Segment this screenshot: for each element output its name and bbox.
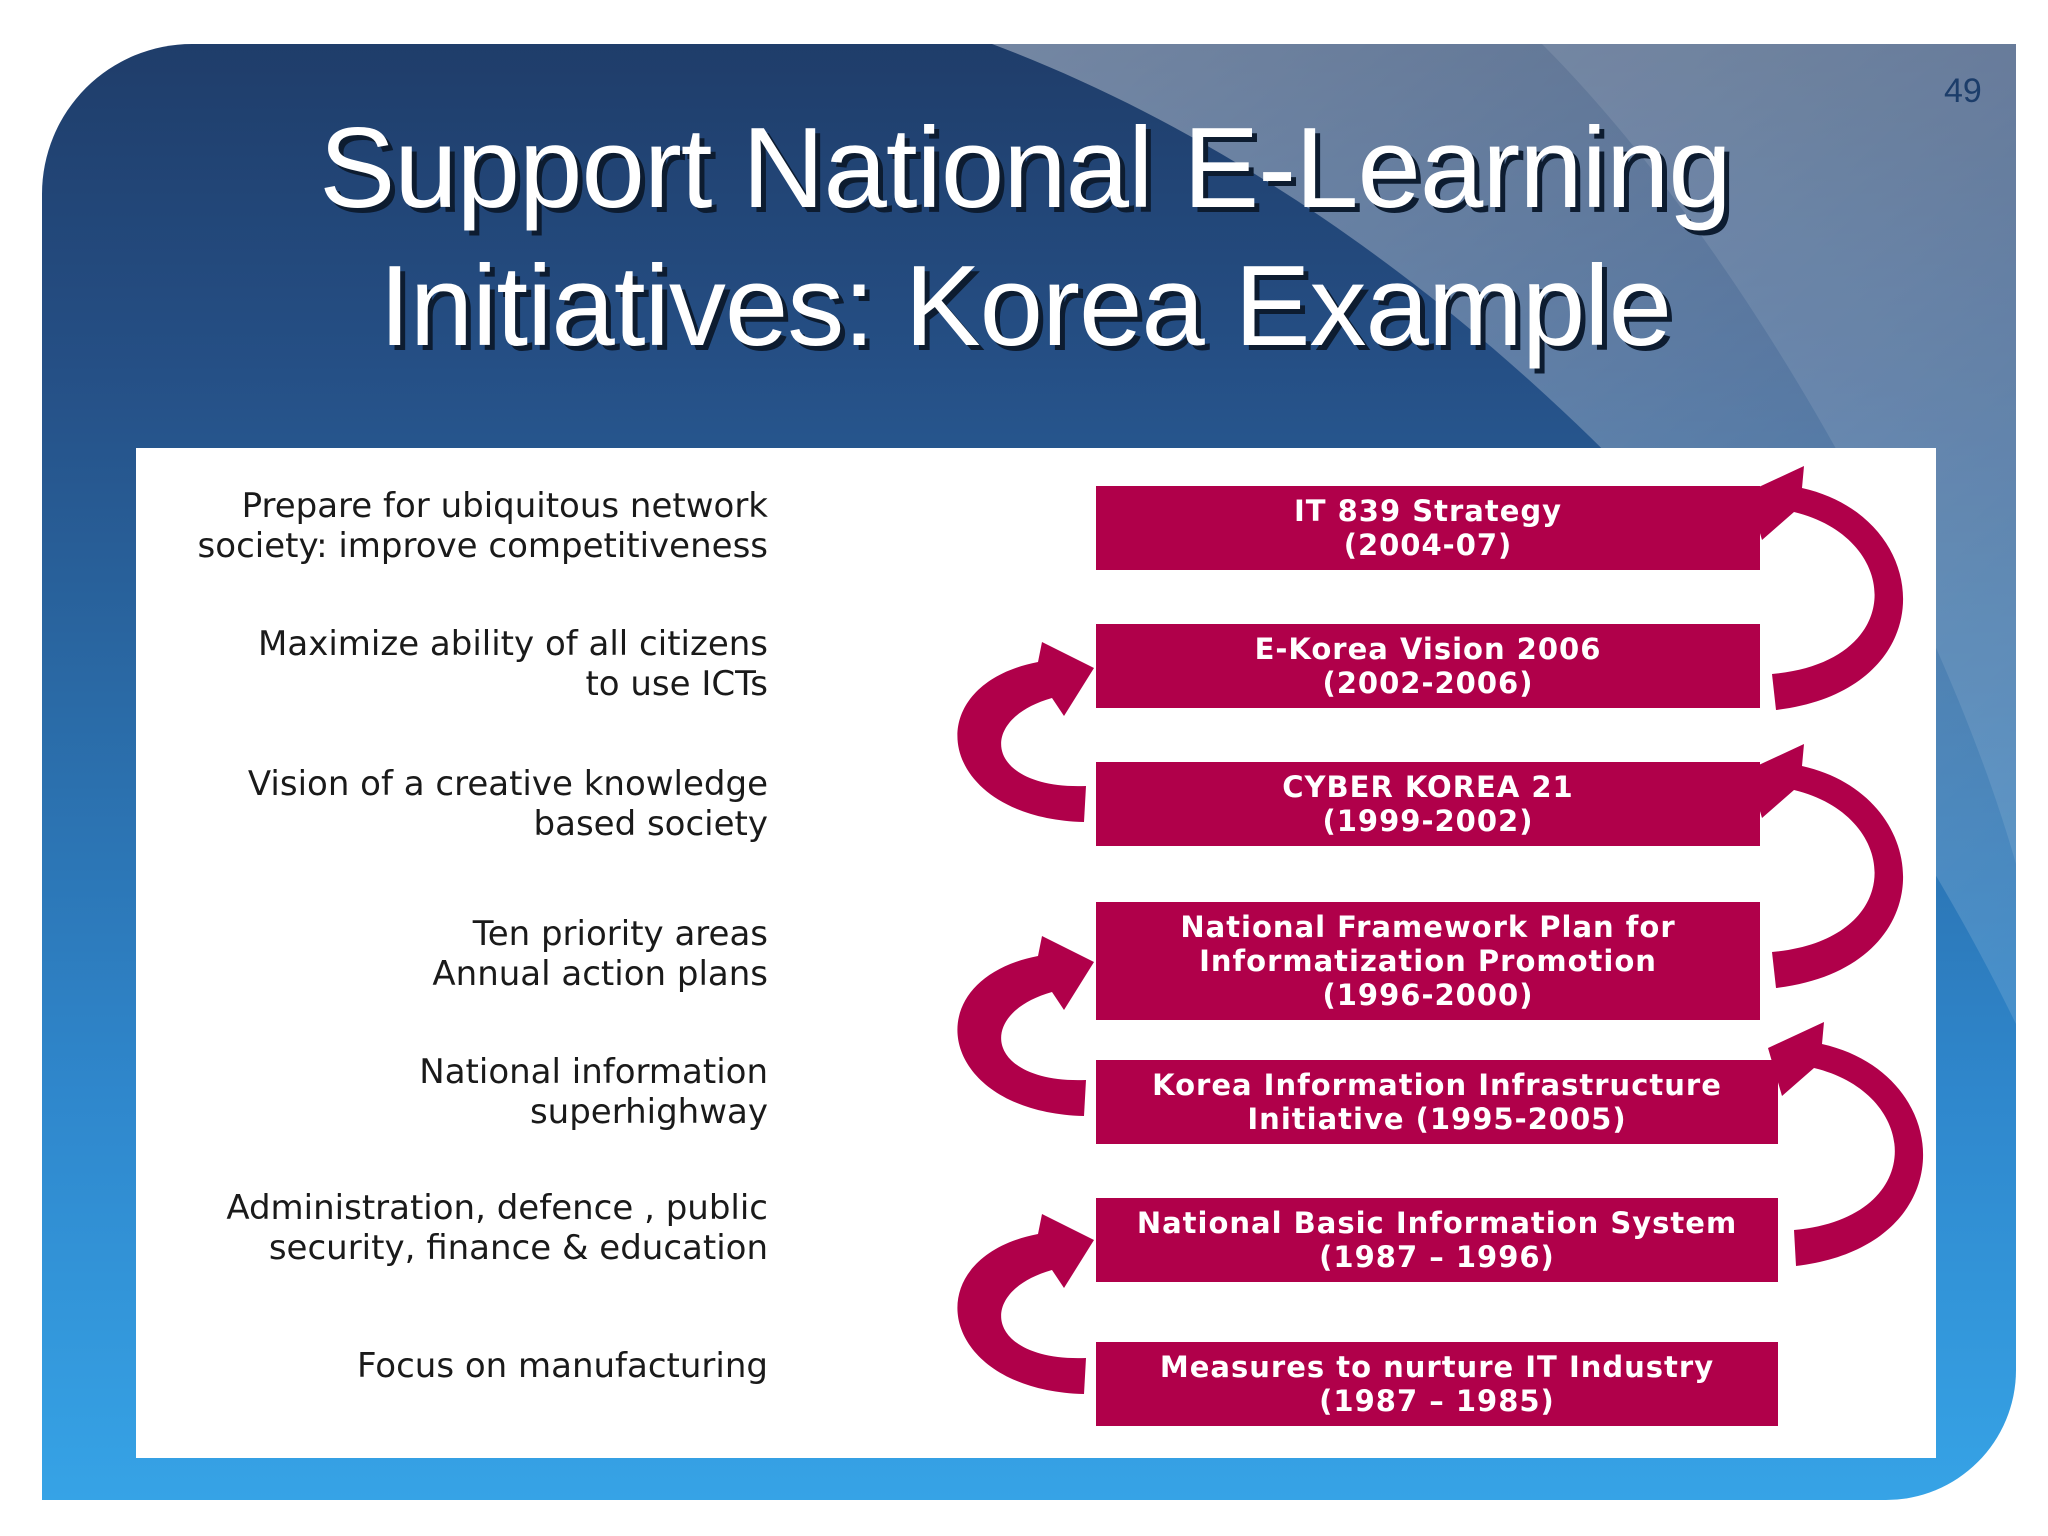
goal-knowledge-society: Vision of a creative knowledge based society [247, 764, 768, 844]
stage-period: (1987 – 1996) [1319, 1240, 1555, 1274]
stage-period: (2002-2006) [1322, 666, 1534, 700]
curved-arrow-icon [957, 1214, 1094, 1394]
stage-period: (1996-2000) [1322, 978, 1534, 1012]
stage-label: Measures to nurture IT Industry [1159, 1350, 1715, 1384]
slide-title [200, 100, 1850, 376]
goals-list [136, 448, 768, 1458]
goal-priority-areas: Ten priority areas Annual action plans [432, 914, 768, 994]
stage-measures-it-industry [1096, 1342, 1778, 1426]
goal-administration-sectors: Administration, defence , public security, finance & education [226, 1188, 768, 1268]
stage-period: (1987 – 1985) [1319, 1384, 1555, 1418]
curved-arrow-icon [1768, 1022, 1923, 1266]
curved-arrow-icon [957, 936, 1094, 1116]
stage-label: CYBER KOREA 21 [1282, 770, 1574, 804]
curved-arrow-icon [957, 642, 1094, 822]
curved-arrow-icon [1748, 744, 1903, 988]
slide-title-line-2: Initiatives: Korea Example [379, 243, 1671, 370]
page-number: 49 [1944, 72, 1982, 110]
stage-national-framework-plan [1096, 902, 1760, 1020]
curved-arrow-icon [1748, 466, 1903, 710]
stage-it-839-strategy [1096, 486, 1760, 570]
stage-national-basic-information-system [1096, 1198, 1778, 1282]
stage-label: National Basic Information System [1136, 1206, 1738, 1240]
goal-ubiquitous-network: Prepare for ubiquitous network society: improve competitiveness [197, 486, 768, 566]
stage-cyber-korea-21 [1096, 762, 1760, 846]
stage-e-korea-vision-2006 [1096, 624, 1760, 708]
diagram-panel [136, 448, 1936, 1458]
stage-period: (1999-2002) [1322, 804, 1534, 838]
stage-period: (2004-07) [1343, 528, 1513, 562]
slide-title-line-1: Support National E-Learning [319, 105, 1731, 232]
stage-label: National Framework Plan for [1180, 910, 1676, 944]
stage-label: E-Korea Vision 2006 [1254, 632, 1602, 666]
goal-manufacturing: Focus on manufacturing [356, 1346, 768, 1386]
stage-label: IT 839 Strategy [1293, 494, 1563, 528]
stage-label: Korea Information Infrastructure [1152, 1068, 1722, 1102]
goal-information-superhighway: National information superhighway [419, 1052, 768, 1132]
stage-label-continued: Initiative (1995-2005) [1247, 1102, 1627, 1136]
stage-korea-information-infrastructure [1096, 1060, 1778, 1144]
goal-citizens-ict: Maximize ability of all citizens to use ICTs [258, 624, 768, 704]
stage-label-continued: Informatization Promotion [1199, 944, 1657, 978]
